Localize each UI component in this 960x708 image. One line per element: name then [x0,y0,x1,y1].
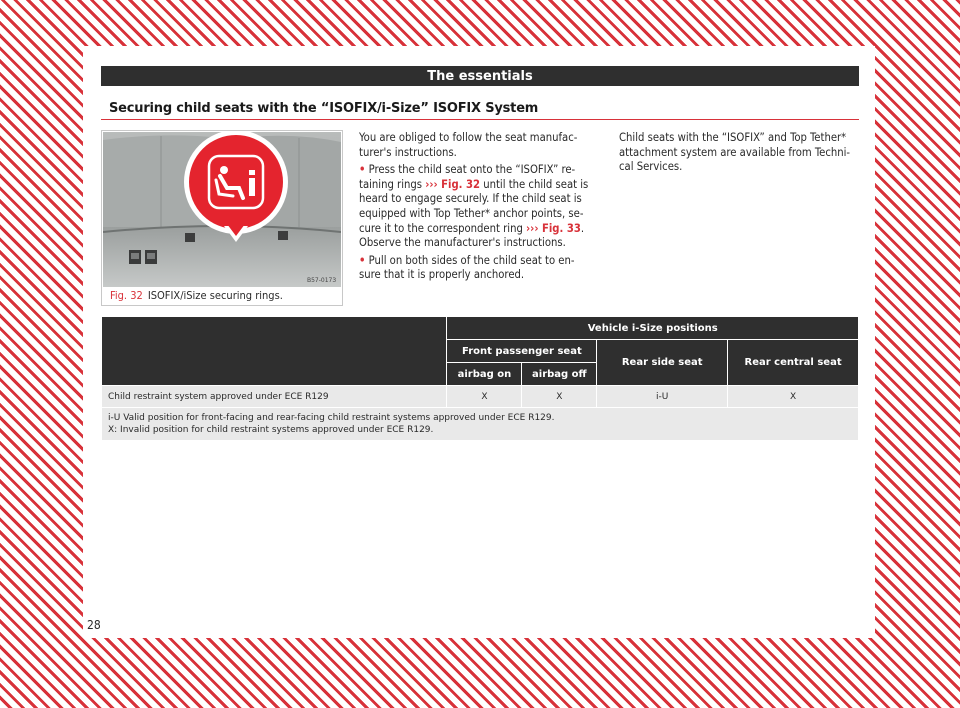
rear-central-header: Rear central seat [728,340,858,385]
bullet-icon: • [359,163,366,177]
fig-33-link[interactable]: ››› Fig. 33 [526,221,581,235]
bullet-item-1: • Press the child seat onto the “ISOFIX” re-taining rings ››› Fig. 32 until the child seat is heard to engage securely. If the child seat is equipped with Top Tether* anchor points, se-cure it to the correspondent ring ››› Fig. 33. Observe the manufacturer's instructions. [359,163,589,250]
row-label: Child restraint system approved under ECE R129 [102,386,446,407]
bullet-icon: • [359,253,366,267]
fig-32-link[interactable]: ››› Fig. 32 [425,177,481,191]
cell-airbag-off: X [522,386,596,407]
figure-caption [110,289,283,302]
isofix-photo [103,132,341,287]
table-corner [102,317,446,385]
seat-illustration [103,132,341,287]
heading-rule [101,119,859,120]
front-passenger-header: Front passenger seat [447,340,596,362]
tether-paragraph: Child seats with the “ISOFIX” and Top Tether* attachment system are available from Techni-cal Services. [619,131,851,174]
table-row [102,386,858,407]
airbag-on-header: airbag on [447,363,521,385]
section-title: The essentials [427,68,533,84]
rear-side-header: Rear side seat [597,340,727,385]
text-column-1 [359,131,591,286]
cell-rear-central: X [728,386,858,407]
figure-label: Fig. 32 [110,289,143,302]
note-x: X: Invalid position for child restraint systems approved under ECE R129. [108,425,434,435]
airbag-off-header: airbag off [522,363,596,385]
page-heading: Securing child seats with the “ISOFIX/i-Size” ISOFIX System [109,101,539,116]
page-number: 28 [87,618,101,632]
figure-32 [101,130,343,306]
figure-code: B57-0173 [307,277,337,284]
text-column-2 [619,131,859,178]
intro-paragraph: You are obliged to follow the seat manufac-turer's instructions. [359,131,578,159]
cell-rear-side: i-U [597,386,727,407]
table-group-header: Vehicle i-Size positions [447,317,858,339]
table-notes [102,408,858,440]
bullet-item-2: • Pull on both sides of the child seat to en-sure that it is properly anchored. [359,253,575,282]
cell-airbag-on: X [447,386,521,407]
section-header [101,66,859,86]
figure-caption-text: ISOFIX/iSize securing rings. [147,289,283,302]
table-notes-row [102,408,858,440]
note-iu: i-U Valid position for front-facing and rear-facing child restraint systems approved under ECE R129. [108,413,555,423]
isize-positions-table [101,316,859,441]
